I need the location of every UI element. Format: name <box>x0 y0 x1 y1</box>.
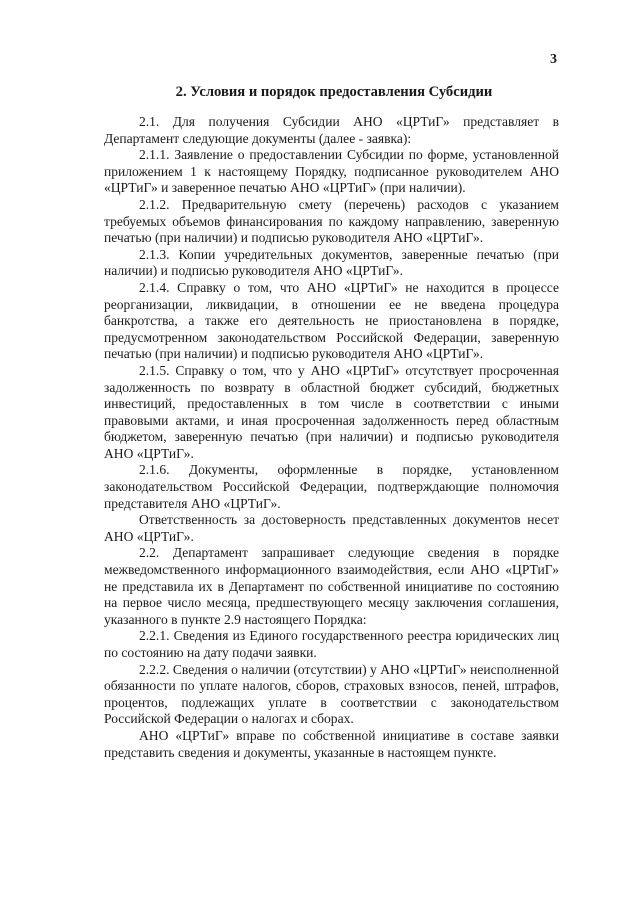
paragraph-own-initiative: АНО «ЦРТиГ» вправе по собственной инициативе в составе заявки представить сведения и документы, указанные в настоящем пункте. <box>104 727 559 760</box>
paragraph-2-2-2: 2.2.2. Сведения о наличии (отсутствии) у АНО «ЦРТиГ» неисполненной обязанности по уплате налогов, сборов, страховых взносов, пеней, штрафов, процентов, подлежащих уплате в соответствии с законодательством Российской Федерации о налогах и сборах. <box>104 661 559 727</box>
paragraph-2-1-4: 2.1.4. Справку о том, что АНО «ЦРТиГ» не находится в процессе реорганизации, ликвидации, в отношении ее не введена процедура банкротства, а также его деятельность не приостановлена в порядке, предусмотренном законодательством Российской Федерации, заверенную печатью (при наличии) и подписью руководителя АНО «ЦРТиГ». <box>104 279 559 362</box>
paragraph-2-2: 2.2. Департамент запрашивает следующие сведения в порядке межведомственного информационного взаимодействия, если АНО «ЦРТиГ» не представила их в Департамент по собственной инициативе по состоянию на первое число месяца, предшествующего месяцу заключения соглашения, указанного в пункте 2.9 настоящего Порядка: <box>104 545 559 627</box>
paragraph-2-1: 2.1. Для получения Субсидии АНО «ЦРТиГ» представляет в Департамент следующие документы (далее - заявка): <box>104 114 559 146</box>
paragraph-2-2-1: 2.2.1. Сведения из Единого государственного реестра юридических лиц по состоянию на дату подачи заявки. <box>104 628 559 660</box>
paragraph-2-1-3: 2.1.3. Копии учредительных документов, заверенные печатью (при наличии) и подписью руководителя АНО «ЦРТиГ». <box>104 246 559 279</box>
paragraph-2-1-1: 2.1.1. Заявление о предоставлении Субсидии по форме, установленной приложением 1 к настоящему Порядку, подписанное руководителем АНО «ЦРТиГ» и заверенное печатью АНО «ЦРТиГ» (при наличии). <box>104 147 559 196</box>
paragraph-responsibility: Ответственность за достоверность представленных документов несет АНО «ЦРТиГ». <box>104 512 559 544</box>
paragraph-2-1-2: 2.1.2. Предварительную смету (перечень) расходов с указанием требуемых объемов финансирования по каждому направлению, заверенную печатью (при наличии) и подписью руководителя АНО «ЦРТиГ». <box>104 196 559 246</box>
paragraph-2-1-6: 2.1.6. Документы, оформленные в порядке, установленном законодательством Российской Федерации, подтверждающие полномочия представителя АНО «ЦРТиГ». <box>104 462 559 511</box>
page-number: 3 <box>550 52 557 67</box>
section-heading: 2. Условия и порядок предоставления Субсидии <box>175 84 493 100</box>
document-body <box>104 114 559 761</box>
paragraph-2-1-5: 2.1.5. Справку о том, что у АНО «ЦРТиГ» отсутствует просроченная задолженность по возврату в областной бюджет субсидий, бюджетных инвестиций, предоставленных в том числе в соответствии с иными правовыми актами, и иная просроченная задолженность перед областным бюджетом, заверенную печатью (при наличии) и подписью руководителя АНО «ЦРТиГ». <box>104 362 559 461</box>
